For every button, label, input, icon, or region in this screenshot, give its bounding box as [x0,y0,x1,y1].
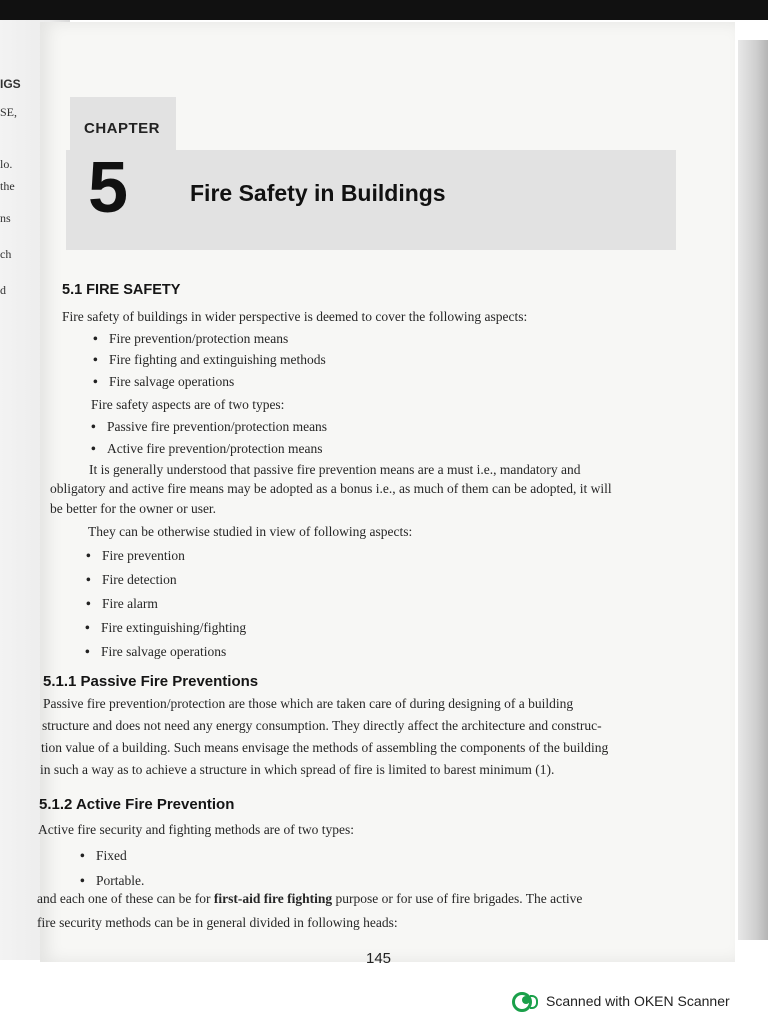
paragraph-line: tion value of a building. Such means envisage the methods of assembling the components of the building [41,740,609,755]
edge-fragment: ch [0,247,12,261]
study-intro: They can be otherwise studied in view of following aspects: [88,524,413,539]
edge-fragment: IGS [0,77,21,91]
section-heading-5-1-2: 5.1.2 Active Fire Prevention [39,796,235,813]
paragraph-line: Passive fire prevention/protection are those which are taken care of during designing of a building [43,696,574,711]
section-heading-5-1: 5.1 FIRE SAFETY [62,282,181,298]
edge-fragment: d [0,283,6,297]
chapter-number: 5 [88,148,129,228]
scanner-watermark [512,988,730,1014]
paragraph-line: It is generally understood that passive fire prevention means are a must i.e., mandatory and [89,462,581,477]
chapter-label: CHAPTER [84,120,161,137]
edge-fragment: ns [0,211,11,225]
page-number: 145 [366,950,392,967]
paragraph-line: in such a way as to achieve a structure in which spread of fire is limited to barest minimum (1). [40,762,555,777]
paragraph-line: structure and does not need any energy consumption. They directly affect the architecture and construc- [42,718,602,733]
section-5-1-2-intro: Active fire security and fighting methods are of two types: [38,822,355,837]
list-item: • Fire salvage operations [101,644,226,660]
paragraph-line: obligatory and active fire means may be adopted as a bonus i.e., as much of them can be adopted, it will [50,481,612,496]
list-item: • Fire fighting and extinguishing methods [109,352,326,368]
page-stack-edge [738,40,768,940]
list-item: • Fire prevention [102,548,185,564]
oken-scanner-logo-icon [512,990,538,1012]
paragraph-line: be better for the owner or user. [50,501,217,516]
list-item: • Passive fire prevention/protection means [107,419,327,435]
list-item: • Fire salvage operations [109,374,234,390]
paragraph-line: fire security methods can be in general divided in following heads: [37,915,398,930]
list-item: • Portable. [96,873,144,889]
section-heading-5-1-1: 5.1.1 Passive Fire Preventions [43,673,259,690]
list-item: • Fire prevention/protection means [109,331,288,347]
paragraph-line [37,891,582,907]
types-intro: Fire safety aspects are of two types: [91,397,285,412]
list-item: • Active fire prevention/protection means [107,441,323,457]
list-item: • Fire extinguishing/fighting [101,620,246,636]
section-5-1-intro: Fire safety of buildings in wider perspective is deemed to cover the following aspects: [62,309,528,324]
edge-fragment: SE, [0,105,18,119]
list-item: • Fire detection [102,572,177,588]
chapter-title: Fire Safety in Buildings [190,180,446,206]
text-run: purpose or for use of fire brigades. The active [332,891,583,906]
bold-phrase: first-aid fire fighting [213,891,333,906]
scan-top-border [0,0,768,20]
text-run: and each one of these can be for [37,891,214,906]
list-item: • Fire alarm [102,596,158,612]
watermark-text: Scanned with OKEN Scanner [546,993,730,1009]
edge-fragment: the [0,179,15,193]
list-item: • Fixed [96,848,127,864]
edge-fragment: lo. [0,157,13,171]
